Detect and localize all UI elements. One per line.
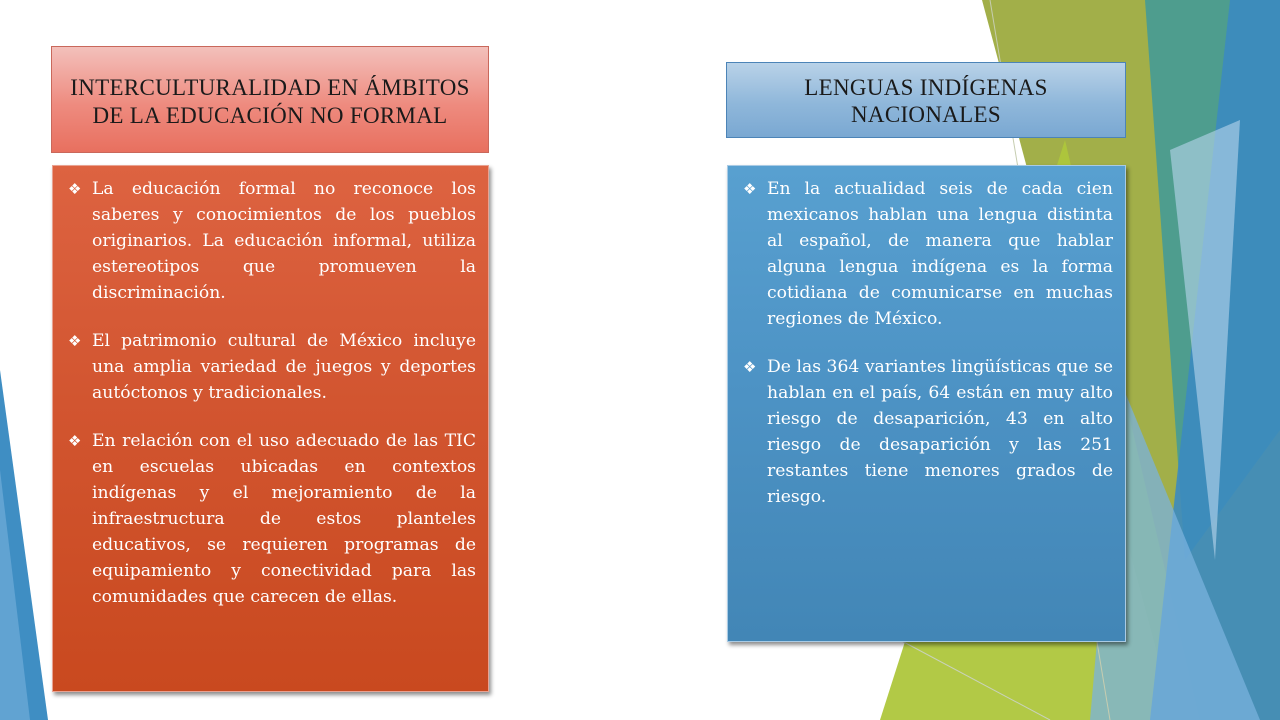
list-item: [65, 328, 476, 406]
left-content-box: [52, 165, 489, 692]
bullet-text: La educación formal no reconoce los saberes y conocimientos de los pueblos originarios. La educación informal, utiliza estereotipos que promueven la discriminación.: [92, 179, 476, 303]
list-item: [65, 428, 476, 610]
right-content-box: [727, 165, 1126, 642]
bullet-text: De las 364 variantes lingüísticas que se hablan en el país, 64 están en muy alto riesgo de desaparición, 43 en alto riesgo de desaparición y las 251 restantes tiene menores grados de riesgo.: [767, 357, 1113, 507]
left-panel-title: [51, 46, 489, 153]
left-bullet-list: [65, 176, 476, 610]
diamond-bullet-icon: ❖: [68, 332, 82, 350]
right-panel-title: [726, 62, 1126, 138]
list-item: [65, 176, 476, 306]
right-bullet-list: [740, 176, 1113, 510]
list-item: [740, 176, 1113, 332]
diamond-bullet-icon: ❖: [743, 180, 757, 198]
right-panel-title-text: LENGUAS INDÍGENAS NACIONALES: [804, 74, 1048, 127]
bullet-text: En relación con el uso adecuado de las TIC en escuelas ubicadas en contextos indígenas y el mejoramiento de la infraestructura de estos planteles educativos, se requieren programas de equipamiento y conectividad para las comunidades que carecen de ellas.: [92, 431, 476, 607]
diamond-bullet-icon: ❖: [743, 358, 757, 376]
list-item: [740, 354, 1113, 510]
left-panel-title-text: INTERCULTURALIDAD EN ÁMBITOS DE LA EDUCACIÓN NO FORMAL: [70, 75, 470, 128]
diamond-bullet-icon: ❖: [68, 432, 82, 450]
bullet-text: En la actualidad seis de cada cien mexicanos hablan una lengua distinta al español, de manera que hablar alguna lengua indígena es la forma cotidiana de comunicarse en muchas regiones de México.: [767, 179, 1113, 329]
diamond-bullet-icon: ❖: [68, 180, 82, 198]
bullet-text: El patrimonio cultural de México incluye una amplia variedad de juegos y deportes autóctonos y tradicionales.: [92, 331, 476, 403]
